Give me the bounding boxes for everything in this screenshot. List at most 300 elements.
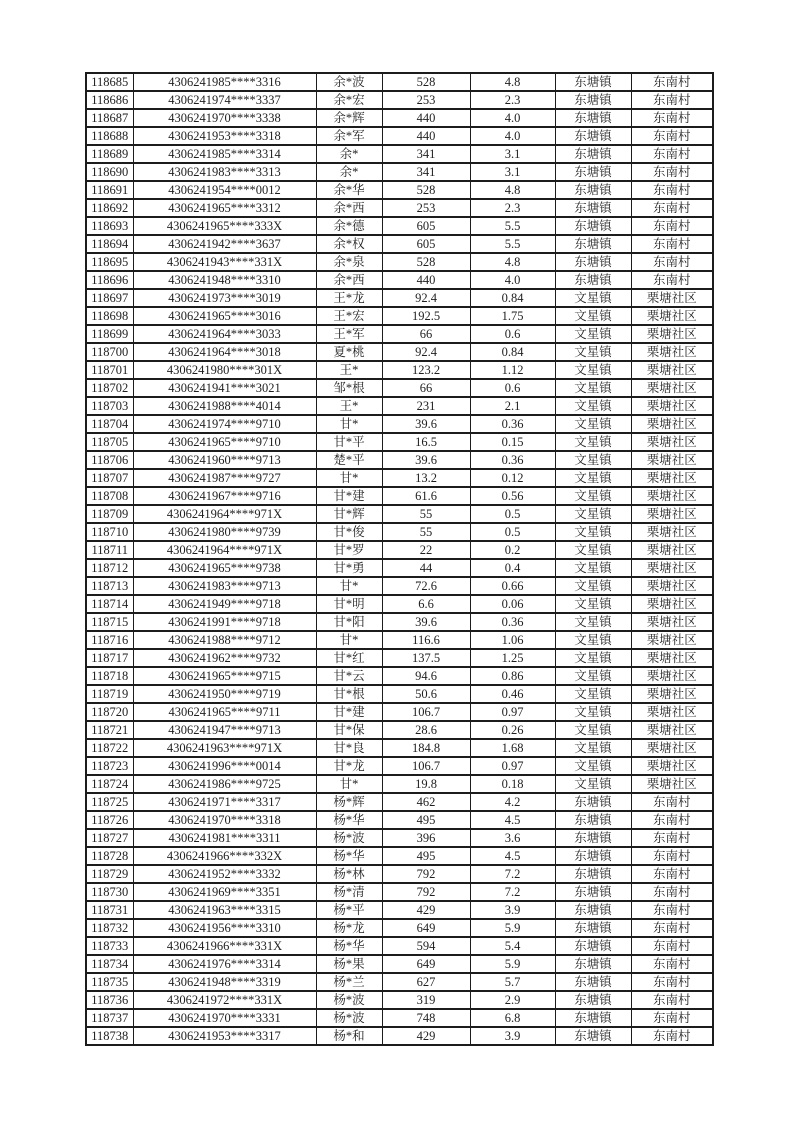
masked-id-number-cell: 4306241973****3019 <box>133 289 316 307</box>
value-secondary-cell: 7.2 <box>470 865 555 883</box>
serial-number-cell: 118715 <box>86 613 133 631</box>
town-cell: 东塘镇 <box>555 901 631 919</box>
masked-name-cell: 甘*明 <box>316 595 382 613</box>
value-primary-cell: 92.4 <box>382 289 470 307</box>
value-primary-cell: 495 <box>382 847 470 865</box>
value-secondary-cell: 3.1 <box>470 145 555 163</box>
value-primary-cell: 66 <box>382 379 470 397</box>
serial-number-cell: 118697 <box>86 289 133 307</box>
village-cell: 东南村 <box>631 811 713 829</box>
town-cell: 文星镇 <box>555 433 631 451</box>
masked-name-cell: 甘*保 <box>316 721 382 739</box>
village-cell: 栗塘社区 <box>631 523 713 541</box>
value-secondary-cell: 1.12 <box>470 361 555 379</box>
value-secondary-cell: 2.3 <box>470 199 555 217</box>
village-cell: 栗塘社区 <box>631 289 713 307</box>
value-primary-cell: 39.6 <box>382 415 470 433</box>
table-row <box>86 127 713 145</box>
value-secondary-cell: 3.1 <box>470 163 555 181</box>
value-secondary-cell: 5.7 <box>470 973 555 991</box>
masked-id-number-cell: 4306241972****331X <box>133 991 316 1009</box>
table-row <box>86 289 713 307</box>
serial-number-cell: 118713 <box>86 577 133 595</box>
masked-name-cell: 杨*辉 <box>316 793 382 811</box>
village-cell: 东南村 <box>631 127 713 145</box>
table-row <box>86 109 713 127</box>
table-row <box>86 595 713 613</box>
value-primary-cell: 13.2 <box>382 469 470 487</box>
table-row <box>86 307 713 325</box>
value-secondary-cell: 2.1 <box>470 397 555 415</box>
value-primary-cell: 528 <box>382 73 470 91</box>
village-cell: 东南村 <box>631 163 713 181</box>
masked-id-number-cell: 4306241941****3021 <box>133 379 316 397</box>
masked-name-cell: 甘*云 <box>316 667 382 685</box>
town-cell: 东塘镇 <box>555 127 631 145</box>
village-cell: 东南村 <box>631 919 713 937</box>
table-row <box>86 991 713 1009</box>
serial-number-cell: 118703 <box>86 397 133 415</box>
masked-id-number-cell: 4306241987****9727 <box>133 469 316 487</box>
village-cell: 栗塘社区 <box>631 595 713 613</box>
table-row <box>86 271 713 289</box>
table-row <box>86 703 713 721</box>
village-cell: 东南村 <box>631 973 713 991</box>
value-primary-cell: 92.4 <box>382 343 470 361</box>
value-primary-cell: 94.6 <box>382 667 470 685</box>
value-primary-cell: 440 <box>382 127 470 145</box>
masked-name-cell: 杨*林 <box>316 865 382 883</box>
table-row <box>86 649 713 667</box>
masked-id-number-cell: 4306241962****9732 <box>133 649 316 667</box>
value-secondary-cell: 0.86 <box>470 667 555 685</box>
village-cell: 东南村 <box>631 1027 713 1045</box>
masked-id-number-cell: 4306241963****971X <box>133 739 316 757</box>
serial-number-cell: 118722 <box>86 739 133 757</box>
serial-number-cell: 118694 <box>86 235 133 253</box>
serial-number-cell: 118727 <box>86 829 133 847</box>
table-row <box>86 739 713 757</box>
masked-id-number-cell: 4306241980****301X <box>133 361 316 379</box>
table-row <box>86 667 713 685</box>
masked-name-cell: 王* <box>316 361 382 379</box>
value-secondary-cell: 6.8 <box>470 1009 555 1027</box>
value-secondary-cell: 5.5 <box>470 217 555 235</box>
value-secondary-cell: 0.12 <box>470 469 555 487</box>
value-secondary-cell: 0.2 <box>470 541 555 559</box>
masked-name-cell: 王*龙 <box>316 289 382 307</box>
masked-name-cell: 邹*根 <box>316 379 382 397</box>
value-primary-cell: 341 <box>382 145 470 163</box>
serial-number-cell: 118719 <box>86 685 133 703</box>
table-row <box>86 397 713 415</box>
masked-id-number-cell: 4306241974****9710 <box>133 415 316 433</box>
records-table <box>85 72 714 1046</box>
masked-name-cell: 甘*俊 <box>316 523 382 541</box>
serial-number-cell: 118693 <box>86 217 133 235</box>
masked-name-cell: 楚*平 <box>316 451 382 469</box>
masked-id-number-cell: 4306241950****9719 <box>133 685 316 703</box>
masked-name-cell: 杨*平 <box>316 901 382 919</box>
masked-name-cell: 余*军 <box>316 127 382 145</box>
masked-name-cell: 甘*龙 <box>316 757 382 775</box>
value-secondary-cell: 5.9 <box>470 919 555 937</box>
masked-name-cell: 余*西 <box>316 271 382 289</box>
town-cell: 文星镇 <box>555 631 631 649</box>
village-cell: 东南村 <box>631 955 713 973</box>
masked-id-number-cell: 4306241967****9716 <box>133 487 316 505</box>
table-row <box>86 1027 713 1045</box>
village-cell: 栗塘社区 <box>631 541 713 559</box>
serial-number-cell: 118689 <box>86 145 133 163</box>
value-primary-cell: 462 <box>382 793 470 811</box>
village-cell: 栗塘社区 <box>631 757 713 775</box>
value-primary-cell: 55 <box>382 505 470 523</box>
value-primary-cell: 495 <box>382 811 470 829</box>
town-cell: 东塘镇 <box>555 829 631 847</box>
serial-number-cell: 118726 <box>86 811 133 829</box>
village-cell: 东南村 <box>631 901 713 919</box>
masked-name-cell: 余*华 <box>316 181 382 199</box>
records-table-body <box>86 73 713 1045</box>
town-cell: 文星镇 <box>555 577 631 595</box>
town-cell: 东塘镇 <box>555 199 631 217</box>
masked-id-number-cell: 4306241985****3314 <box>133 145 316 163</box>
town-cell: 文星镇 <box>555 685 631 703</box>
serial-number-cell: 118701 <box>86 361 133 379</box>
serial-number-cell: 118718 <box>86 667 133 685</box>
town-cell: 文星镇 <box>555 703 631 721</box>
town-cell: 东塘镇 <box>555 91 631 109</box>
serial-number-cell: 118698 <box>86 307 133 325</box>
masked-name-cell: 杨*华 <box>316 847 382 865</box>
serial-number-cell: 118716 <box>86 631 133 649</box>
table-row <box>86 919 713 937</box>
serial-number-cell: 118695 <box>86 253 133 271</box>
table-row <box>86 775 713 793</box>
masked-id-number-cell: 4306241985****3316 <box>133 73 316 91</box>
masked-name-cell: 余* <box>316 145 382 163</box>
town-cell: 东塘镇 <box>555 181 631 199</box>
masked-name-cell: 甘* <box>316 415 382 433</box>
town-cell: 文星镇 <box>555 649 631 667</box>
table-row <box>86 865 713 883</box>
village-cell: 东南村 <box>631 865 713 883</box>
masked-name-cell: 甘* <box>316 469 382 487</box>
village-cell: 东南村 <box>631 73 713 91</box>
masked-name-cell: 杨*果 <box>316 955 382 973</box>
town-cell: 文星镇 <box>555 289 631 307</box>
value-secondary-cell: 1.75 <box>470 307 555 325</box>
village-cell: 栗塘社区 <box>631 559 713 577</box>
village-cell: 东南村 <box>631 271 713 289</box>
village-cell: 东南村 <box>631 109 713 127</box>
town-cell: 文星镇 <box>555 469 631 487</box>
masked-id-number-cell: 4306241988****4014 <box>133 397 316 415</box>
masked-id-number-cell: 4306241953****3317 <box>133 1027 316 1045</box>
value-primary-cell: 440 <box>382 271 470 289</box>
value-primary-cell: 6.6 <box>382 595 470 613</box>
value-primary-cell: 116.6 <box>382 631 470 649</box>
table-row <box>86 523 713 541</box>
value-secondary-cell: 0.15 <box>470 433 555 451</box>
value-secondary-cell: 4.8 <box>470 253 555 271</box>
serial-number-cell: 118687 <box>86 109 133 127</box>
masked-id-number-cell: 4306241970****3338 <box>133 109 316 127</box>
serial-number-cell: 118738 <box>86 1027 133 1045</box>
masked-id-number-cell: 4306241948****3310 <box>133 271 316 289</box>
value-primary-cell: 440 <box>382 109 470 127</box>
value-primary-cell: 28.6 <box>382 721 470 739</box>
town-cell: 东塘镇 <box>555 145 631 163</box>
value-primary-cell: 106.7 <box>382 757 470 775</box>
serial-number-cell: 118685 <box>86 73 133 91</box>
masked-id-number-cell: 4306241964****971X <box>133 505 316 523</box>
masked-id-number-cell: 4306241981****3311 <box>133 829 316 847</box>
table-row <box>86 937 713 955</box>
table-row <box>86 415 713 433</box>
town-cell: 东塘镇 <box>555 271 631 289</box>
serial-number-cell: 118702 <box>86 379 133 397</box>
serial-number-cell: 118686 <box>86 91 133 109</box>
masked-name-cell: 甘*建 <box>316 703 382 721</box>
value-secondary-cell: 0.18 <box>470 775 555 793</box>
value-secondary-cell: 2.9 <box>470 991 555 1009</box>
village-cell: 栗塘社区 <box>631 451 713 469</box>
village-cell: 东南村 <box>631 181 713 199</box>
value-secondary-cell: 0.5 <box>470 523 555 541</box>
masked-name-cell: 杨*兰 <box>316 973 382 991</box>
town-cell: 东塘镇 <box>555 235 631 253</box>
village-cell: 栗塘社区 <box>631 685 713 703</box>
serial-number-cell: 118724 <box>86 775 133 793</box>
serial-number-cell: 118723 <box>86 757 133 775</box>
town-cell: 文星镇 <box>555 775 631 793</box>
value-primary-cell: 39.6 <box>382 613 470 631</box>
masked-id-number-cell: 4306241965****9715 <box>133 667 316 685</box>
town-cell: 东塘镇 <box>555 163 631 181</box>
masked-id-number-cell: 4306241969****3351 <box>133 883 316 901</box>
town-cell: 东塘镇 <box>555 973 631 991</box>
masked-id-number-cell: 4306241942****3637 <box>133 235 316 253</box>
serial-number-cell: 118717 <box>86 649 133 667</box>
masked-id-number-cell: 4306241949****9718 <box>133 595 316 613</box>
table-row <box>86 451 713 469</box>
serial-number-cell: 118690 <box>86 163 133 181</box>
village-cell: 栗塘社区 <box>631 307 713 325</box>
village-cell: 东南村 <box>631 145 713 163</box>
masked-name-cell: 余*泉 <box>316 253 382 271</box>
town-cell: 文星镇 <box>555 613 631 631</box>
town-cell: 东塘镇 <box>555 1027 631 1045</box>
masked-id-number-cell: 4306241954****0012 <box>133 181 316 199</box>
masked-name-cell: 余*辉 <box>316 109 382 127</box>
table-row <box>86 757 713 775</box>
masked-id-number-cell: 4306241976****3314 <box>133 955 316 973</box>
value-primary-cell: 319 <box>382 991 470 1009</box>
village-cell: 栗塘社区 <box>631 667 713 685</box>
value-primary-cell: 594 <box>382 937 470 955</box>
serial-number-cell: 118725 <box>86 793 133 811</box>
serial-number-cell: 118700 <box>86 343 133 361</box>
value-primary-cell: 253 <box>382 91 470 109</box>
masked-id-number-cell: 4306241960****9713 <box>133 451 316 469</box>
masked-id-number-cell: 4306241965****3312 <box>133 199 316 217</box>
value-secondary-cell: 0.36 <box>470 415 555 433</box>
value-secondary-cell: 0.97 <box>470 757 555 775</box>
value-primary-cell: 605 <box>382 217 470 235</box>
town-cell: 文星镇 <box>555 307 631 325</box>
table-row <box>86 631 713 649</box>
serial-number-cell: 118699 <box>86 325 133 343</box>
village-cell: 东南村 <box>631 829 713 847</box>
village-cell: 东南村 <box>631 235 713 253</box>
town-cell: 东塘镇 <box>555 73 631 91</box>
town-cell: 东塘镇 <box>555 955 631 973</box>
serial-number-cell: 118706 <box>86 451 133 469</box>
value-secondary-cell: 0.5 <box>470 505 555 523</box>
masked-id-number-cell: 4306241956****3310 <box>133 919 316 937</box>
serial-number-cell: 118735 <box>86 973 133 991</box>
masked-id-number-cell: 4306241974****3337 <box>133 91 316 109</box>
value-secondary-cell: 7.2 <box>470 883 555 901</box>
value-secondary-cell: 0.46 <box>470 685 555 703</box>
value-primary-cell: 22 <box>382 541 470 559</box>
value-secondary-cell: 0.36 <box>470 451 555 469</box>
masked-name-cell: 甘*平 <box>316 433 382 451</box>
masked-id-number-cell: 4306241996****0014 <box>133 757 316 775</box>
serial-number-cell: 118736 <box>86 991 133 1009</box>
town-cell: 东塘镇 <box>555 253 631 271</box>
serial-number-cell: 118708 <box>86 487 133 505</box>
table-row <box>86 685 713 703</box>
value-secondary-cell: 4.8 <box>470 181 555 199</box>
masked-id-number-cell: 4306241943****331X <box>133 253 316 271</box>
masked-id-number-cell: 4306241965****3016 <box>133 307 316 325</box>
masked-id-number-cell: 4306241991****9718 <box>133 613 316 631</box>
serial-number-cell: 118737 <box>86 1009 133 1027</box>
value-primary-cell: 231 <box>382 397 470 415</box>
table-row <box>86 541 713 559</box>
masked-id-number-cell: 4306241988****9712 <box>133 631 316 649</box>
village-cell: 栗塘社区 <box>631 703 713 721</box>
masked-id-number-cell: 4306241966****331X <box>133 937 316 955</box>
village-cell: 栗塘社区 <box>631 397 713 415</box>
table-row <box>86 253 713 271</box>
serial-number-cell: 118705 <box>86 433 133 451</box>
village-cell: 栗塘社区 <box>631 631 713 649</box>
town-cell: 东塘镇 <box>555 217 631 235</box>
value-secondary-cell: 5.5 <box>470 235 555 253</box>
town-cell: 文星镇 <box>555 721 631 739</box>
village-cell: 东南村 <box>631 847 713 865</box>
village-cell: 东南村 <box>631 253 713 271</box>
masked-name-cell: 余*西 <box>316 199 382 217</box>
value-primary-cell: 50.6 <box>382 685 470 703</box>
value-secondary-cell: 5.9 <box>470 955 555 973</box>
value-secondary-cell: 4.0 <box>470 109 555 127</box>
serial-number-cell: 118721 <box>86 721 133 739</box>
village-cell: 东南村 <box>631 937 713 955</box>
village-cell: 栗塘社区 <box>631 415 713 433</box>
masked-id-number-cell: 4306241947****9713 <box>133 721 316 739</box>
value-secondary-cell: 3.6 <box>470 829 555 847</box>
town-cell: 文星镇 <box>555 487 631 505</box>
serial-number-cell: 118709 <box>86 505 133 523</box>
value-primary-cell: 44 <box>382 559 470 577</box>
masked-id-number-cell: 4306241965****333X <box>133 217 316 235</box>
table-row <box>86 145 713 163</box>
masked-id-number-cell: 4306241971****3317 <box>133 793 316 811</box>
serial-number-cell: 118728 <box>86 847 133 865</box>
village-cell: 东南村 <box>631 1009 713 1027</box>
town-cell: 文星镇 <box>555 739 631 757</box>
value-primary-cell: 429 <box>382 901 470 919</box>
value-secondary-cell: 4.8 <box>470 73 555 91</box>
town-cell: 文星镇 <box>555 397 631 415</box>
masked-id-number-cell: 4306241964****3018 <box>133 343 316 361</box>
masked-name-cell: 夏*桃 <box>316 343 382 361</box>
value-primary-cell: 649 <box>382 919 470 937</box>
town-cell: 文星镇 <box>555 415 631 433</box>
masked-id-number-cell: 4306241983****3313 <box>133 163 316 181</box>
masked-name-cell: 甘*根 <box>316 685 382 703</box>
value-primary-cell: 396 <box>382 829 470 847</box>
value-primary-cell: 649 <box>382 955 470 973</box>
masked-id-number-cell: 4306241952****3332 <box>133 865 316 883</box>
value-primary-cell: 39.6 <box>382 451 470 469</box>
value-secondary-cell: 4.0 <box>470 127 555 145</box>
village-cell: 栗塘社区 <box>631 379 713 397</box>
serial-number-cell: 118704 <box>86 415 133 433</box>
masked-name-cell: 杨*龙 <box>316 919 382 937</box>
value-primary-cell: 192.5 <box>382 307 470 325</box>
masked-id-number-cell: 4306241966****332X <box>133 847 316 865</box>
value-primary-cell: 61.6 <box>382 487 470 505</box>
value-primary-cell: 748 <box>382 1009 470 1027</box>
table-row <box>86 91 713 109</box>
table-row <box>86 1009 713 1027</box>
table-row <box>86 973 713 991</box>
value-secondary-cell: 3.9 <box>470 901 555 919</box>
town-cell: 东塘镇 <box>555 883 631 901</box>
masked-id-number-cell: 4306241963****3315 <box>133 901 316 919</box>
table-row <box>86 217 713 235</box>
masked-name-cell: 甘*辉 <box>316 505 382 523</box>
village-cell: 栗塘社区 <box>631 343 713 361</box>
masked-id-number-cell: 4306241983****9713 <box>133 577 316 595</box>
village-cell: 东南村 <box>631 91 713 109</box>
table-row <box>86 199 713 217</box>
serial-number-cell: 118730 <box>86 883 133 901</box>
town-cell: 文星镇 <box>555 325 631 343</box>
value-secondary-cell: 0.06 <box>470 595 555 613</box>
value-primary-cell: 66 <box>382 325 470 343</box>
table-row <box>86 433 713 451</box>
masked-name-cell: 甘* <box>316 631 382 649</box>
village-cell: 栗塘社区 <box>631 433 713 451</box>
masked-name-cell: 甘*建 <box>316 487 382 505</box>
table-row <box>86 343 713 361</box>
masked-name-cell: 余* <box>316 163 382 181</box>
value-secondary-cell: 0.56 <box>470 487 555 505</box>
village-cell: 栗塘社区 <box>631 577 713 595</box>
table-row <box>86 883 713 901</box>
town-cell: 文星镇 <box>555 559 631 577</box>
value-secondary-cell: 1.68 <box>470 739 555 757</box>
serial-number-cell: 118691 <box>86 181 133 199</box>
village-cell: 东南村 <box>631 883 713 901</box>
